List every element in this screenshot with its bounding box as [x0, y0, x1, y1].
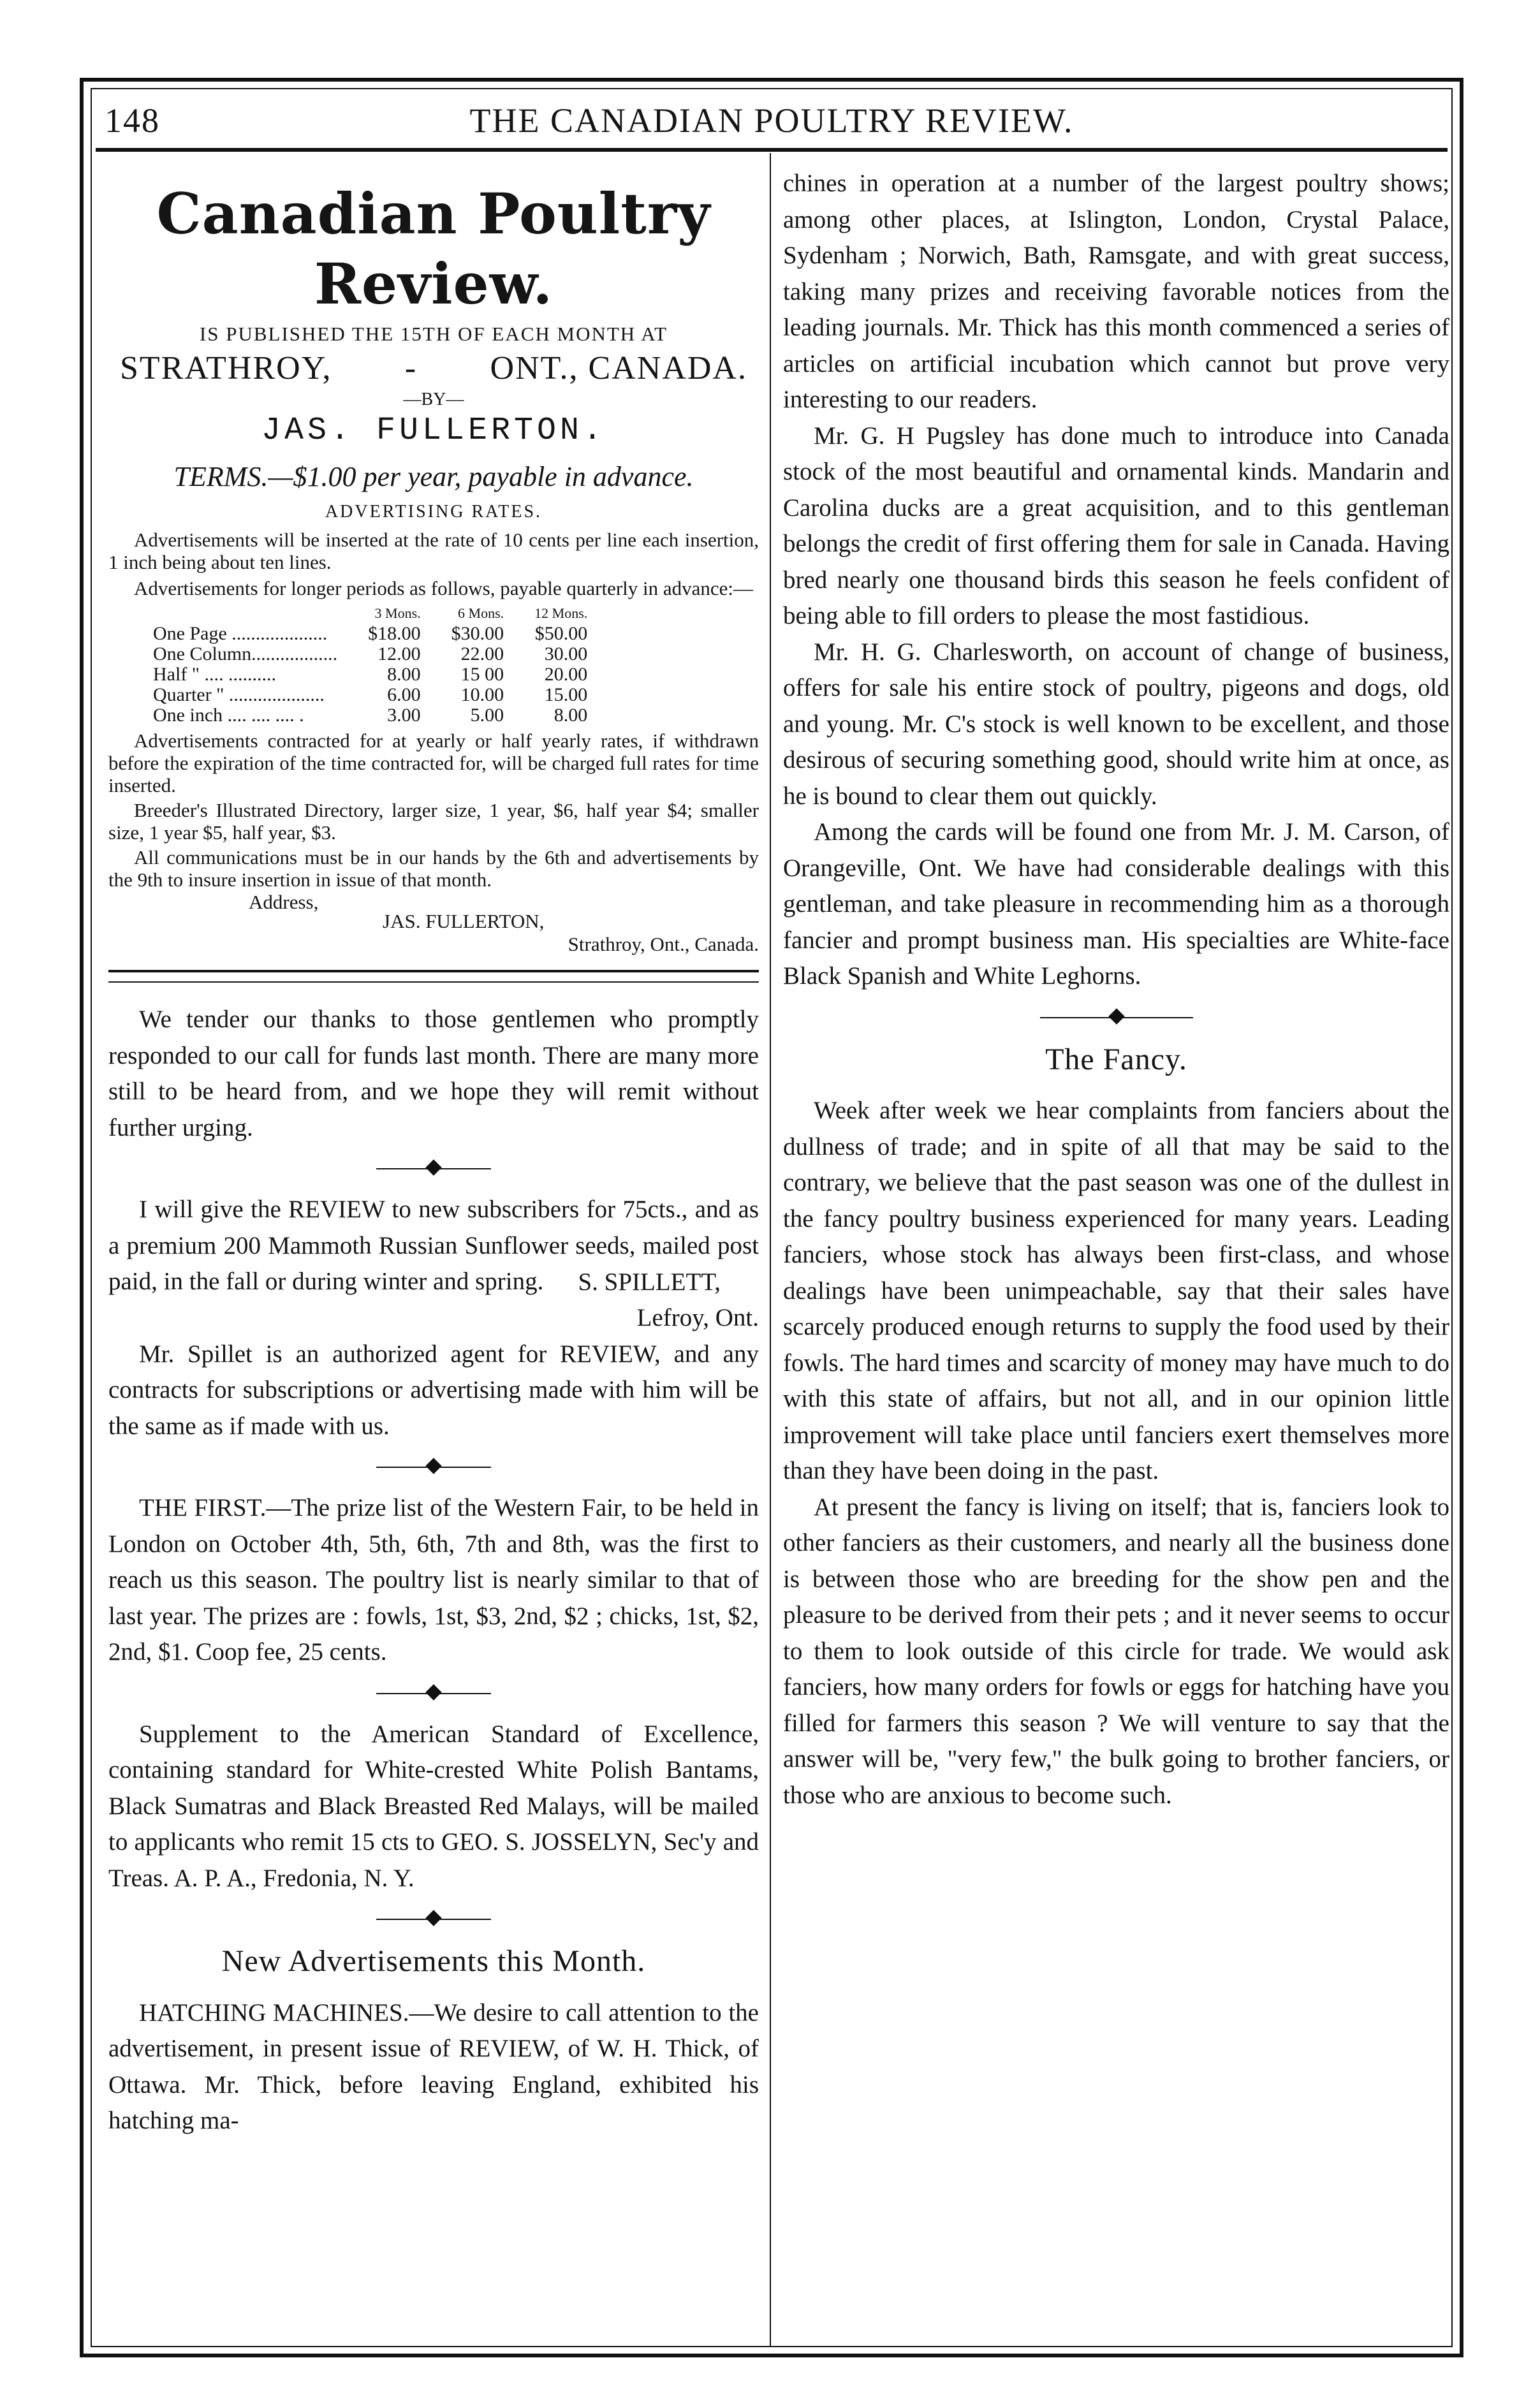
- masthead-title: Canadian Poultry Review.: [156, 180, 711, 317]
- rate-label: One Column..................: [153, 643, 338, 664]
- pugsley-paragraph: Mr. G. H Pugsley has done much to introduce into Canada stock of the most beautiful and ornamental kinds. Mandarin and Carolina ducks are a great acquisition, and to this gentleman belongs the credit of first offering them for sale in Canada. Having bred nearly one thousand birds this season he feels confident of being able to fill orders to please the most fastidious.: [783, 421, 1449, 629]
- left-column: [108, 166, 759, 2139]
- rate-12mo: 15.00: [544, 684, 588, 705]
- ornament-divider: [376, 1157, 491, 1180]
- address-label: Address,: [249, 891, 319, 913]
- by-line: —BY—: [403, 390, 464, 409]
- rate-12mo: 30.00: [544, 643, 588, 664]
- masthead-double-rule: [108, 970, 759, 983]
- rate-6mo: 15 00: [460, 664, 504, 685]
- table-row: [153, 664, 603, 685]
- adv-note-directory: Breeder's Illustrated Directory, larger size, 1 year, $6, half year $4; smaller size, 1 year $5, half year, $3.: [108, 799, 759, 844]
- spillett-place: Lefroy, Ont.: [636, 1304, 759, 1331]
- subscription-terms: TERMS.—$1.00 per year, payable in advance.: [173, 461, 694, 492]
- diamond-ornament-icon: [425, 1458, 441, 1474]
- rate-3mo: $18.00: [368, 623, 421, 644]
- rate-3mo: 3.00: [387, 705, 421, 726]
- table-row: [153, 644, 603, 664]
- first-prize-list: [108, 1490, 759, 1671]
- left-articles: [108, 1002, 759, 2139]
- diamond-ornament-icon: [1108, 1008, 1124, 1024]
- spillett-agent: Mr. Spillet is an authorized agent for REVIEW, and any contracts for subscriptions or advertising made with him will be the same as if made with us.: [108, 1340, 759, 1440]
- hatching-continued: chines in operation at a number of the largest poultry shows; among other places, at Islington, London, Crystal Palace, Sydenham ; Norwich, Bath, Ramsgate, and with great success, taking many prizes and receiving favorable notices from the leading journals. Mr. Thick has this month commenced a series of articles on artificial incubation which cannot but prove very interesting to our readers.: [783, 170, 1449, 413]
- fancy-heading: The Fancy.: [1045, 1042, 1187, 1076]
- rate-label: One inch .... .... .... .: [153, 705, 304, 726]
- running-head: [96, 101, 1448, 152]
- page-number: 148: [105, 101, 160, 140]
- thanks-paragraph: We tender our thanks to those gentlemen who promptly responded to our call for funds last month. There are many more still to be heard from, and we hope they will remit without further urging.: [108, 1006, 759, 1141]
- diamond-ornament-icon: [425, 1684, 441, 1700]
- rate-3mo: 6.00: [387, 684, 421, 705]
- rate-12mo: $50.00: [534, 623, 588, 644]
- adv-note-rate: Advertisements will be inserted at the rate of 10 cents per line each insertion, 1 inch being about ten lines.: [108, 529, 759, 573]
- first-text: —The prize list of the Western Fair, to be held in London on October 4th, 5th, 6th, 7th and 8th, was the first to reach us this season. The poultry list is nearly similar to that of last year. The prizes are : fowls, 1st, $3, 2nd, $2 ; chicks, 1st, $2, 2nd, $1. Coop fee, 25 cents.: [108, 1494, 759, 1666]
- adv-note-deadline: All communications must be in our hands by the 6th and advertisements by the 9th to insure insertion in issue of that month.: [108, 846, 759, 891]
- diamond-ornament-icon: [425, 1910, 441, 1926]
- rate-6mo: 5.00: [470, 705, 504, 726]
- advertising-heading: ADVERTISING RATES.: [325, 502, 543, 522]
- rate-12mo: 8.00: [554, 705, 588, 726]
- adv-note-periods: Advertisements for longer periods as follows, payable quarterly in advance:—: [134, 577, 754, 599]
- rates-header-blank: [153, 603, 353, 624]
- rate-6mo: $30.00: [451, 623, 504, 644]
- address-place: Strathroy, Ont., Canada.: [568, 933, 759, 955]
- fancy-paragraph-2: At present the fancy is living on itself; that is, fanciers look to other fanciers as their customers, and nearly all the business done is between those who are breeding for the show pen and the pleasure to be derived from their pets ; and it never seems to occur to them to look outside of this circle for trade. We would ask fanciers, how many orders for fowls or eggs for hatching have you filled for farmers this season ? We will venture to say that the answer will be, "very few," the bulk going to brother fanciers, or those who are anxious to become such.: [783, 1493, 1449, 1809]
- hatching-machines: [108, 1995, 759, 2139]
- address-name: JAS. FULLERTON,: [383, 910, 545, 932]
- hatching-lead: HATCHING MACHINES.: [139, 1998, 409, 2026]
- table-row: [153, 624, 603, 644]
- rate-label: Quarter " ....................: [153, 684, 325, 705]
- rates-table: [153, 603, 603, 726]
- publication-notice: IS PUBLISHED THE 15TH OF EACH MONTH AT: [199, 323, 668, 345]
- supplement-paragraph: Supplement to the American Standard of Excellence, containing standard for White-crested White Polish Bantams, Black Sumatras and Black Breasted Red Malays, will be mailed to applicants who remit 15 cts to GEO. S. JOSSELYN, Sec'y and Treas. A. P. A., Fredonia, N. Y.: [108, 1720, 759, 1892]
- place-separator: -: [404, 350, 418, 386]
- ornament-divider: [376, 1682, 491, 1705]
- rate-6mo: 22.00: [460, 643, 504, 664]
- right-column: [783, 166, 1449, 1813]
- right-articles: [783, 166, 1449, 1813]
- rates-header-6mo: 6 Mons.: [458, 605, 504, 621]
- first-lead: THE FIRST.: [139, 1494, 267, 1521]
- editor-name: JAS. FULLERTON.: [261, 413, 606, 449]
- advertising-notes: [108, 529, 759, 956]
- adv-note-contracts: Advertisements contracted for at yearly or half yearly rates, if withdrawn before the expiration of the time contracted for, will be charged full rates for time inserted.: [108, 729, 759, 796]
- rates-header-row: [153, 603, 603, 624]
- place-city: STRATHROY,: [120, 350, 332, 386]
- charlesworth-paragraph: Mr. H. G. Charlesworth, on account of change of business, offers for sale his entire stock of poultry, pigeons and dogs, old and young. Mr. C's stock is well known to be excellent, and those desirous of securing something good, should write him at once, as he is bound to clear them out quickly.: [783, 638, 1449, 810]
- column-divider: [770, 153, 771, 2347]
- rate-6mo: 10.00: [460, 684, 504, 705]
- spillett-name-text: S. SPILLETT,: [578, 1268, 721, 1296]
- rates-header-12mo: 12 Mons.: [534, 605, 588, 621]
- table-row: [153, 705, 603, 726]
- rate-12mo: 20.00: [544, 664, 588, 685]
- carson-paragraph: Among the cards will be found one from Mr. J. M. Carson, of Orangeville, Ont. We have had considerable dealings with this gentleman, and take pleasure in recommending him as a thorough fancier and prompt business man. His specialties are White-face Black Spanish and White Leghorns.: [783, 818, 1449, 990]
- ornament-divider: [376, 1456, 491, 1479]
- publication-place: [120, 349, 747, 387]
- ornament-divider: [376, 1908, 491, 1931]
- journal-name: THE CANADIAN POULTRY REVIEW.: [469, 101, 1074, 140]
- rate-label: Half " .... ..........: [153, 664, 277, 685]
- place-region: ONT., CANADA.: [490, 350, 747, 386]
- rates-header-3mo: 3 Mons.: [374, 605, 421, 621]
- rate-3mo: 12.00: [378, 643, 421, 664]
- new-ads-heading: New Advertisements this Month.: [221, 1944, 646, 1978]
- rate-3mo: 8.00: [387, 664, 421, 685]
- table-row: [153, 685, 603, 705]
- spillett-offer: I will give the REVIEW to new subscribers for 75cts., and as a premium 200 Mammoth Russian Sunflower seeds, mailed post paid, in the fall or during winter and spring.: [108, 1196, 759, 1295]
- ornament-divider: [1040, 1006, 1193, 1029]
- diamond-ornament-icon: [425, 1159, 441, 1175]
- fancy-paragraph-1: Week after week we hear complaints from fanciers about the dullness of trade; and in spite of all that may be said to the contrary, we believe that the past season was one of the dullest in the fancy poultry business experienced for many years. Leading fanciers, whose stock has always been first-class, and whose dealings have been unimpeachable, say that their sales have scarcely produced enough returns to supply the food used by their fowls. The hard times and scarcity of money may have much to do with this state of affairs, but not all, and in our opinion little improvement will take place until fanciers exert themselves more than they have been doing in the past.: [783, 1097, 1449, 1484]
- hatching-text: —We desire to call attention to the advertisement, in present issue of REVIEW, of W. H. Thick, of Ottawa. Mr. Thick, before leaving England, exhibited his hatching ma-: [108, 1998, 759, 2134]
- header-rule: [96, 148, 1448, 152]
- rate-label: One Page ....................: [153, 623, 328, 644]
